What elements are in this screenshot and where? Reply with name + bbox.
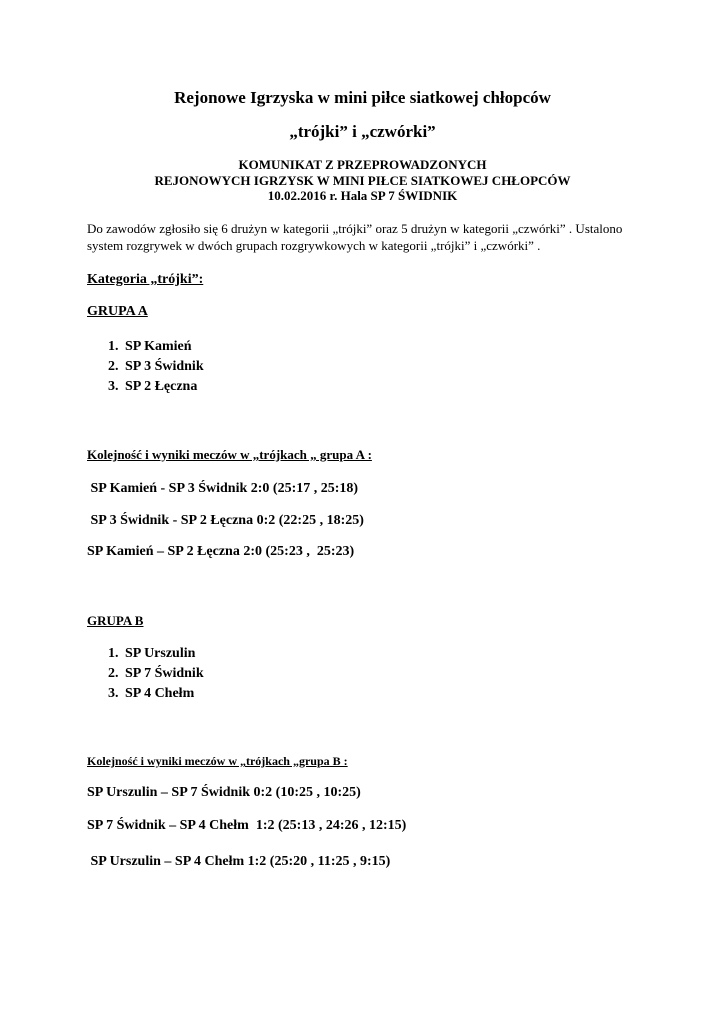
document-subtitle: „trójki” i „czwórki” bbox=[289, 122, 436, 141]
communique-line-3: 10.02.2016 r. Hala SP 7 ŚWIDNIK bbox=[267, 188, 458, 203]
list-item bbox=[108, 644, 204, 664]
group-a-heading: GRUPA A bbox=[87, 304, 148, 319]
category-heading: Kategoria „trójki”: bbox=[87, 272, 204, 287]
list-number: 3. bbox=[108, 379, 119, 394]
list-number: 2. bbox=[108, 359, 119, 374]
list-item bbox=[108, 337, 204, 357]
communique-line-1: KOMUNIKAT Z PRZEPROWADZONYCH bbox=[238, 157, 487, 172]
list-number: 2. bbox=[108, 666, 119, 681]
document-title: Rejonowe Igrzyska w mini piłce siatkowej chłopców bbox=[174, 88, 551, 107]
team-name: SP 2 Łęczna bbox=[125, 379, 198, 394]
team-name: SP 3 Świdnik bbox=[125, 359, 204, 374]
group-b-team-list bbox=[108, 644, 204, 704]
group-b-heading: GRUPA B bbox=[87, 613, 144, 628]
list-item bbox=[108, 357, 204, 377]
match-result: SP Kamień – SP 2 Łęczna 2:0 (25:23 , 25:23) bbox=[87, 544, 355, 559]
list-item bbox=[108, 684, 204, 704]
match-result: SP Urszulin – SP 4 Chełm 1:2 (25:20 , 11:25 , 9:15) bbox=[87, 854, 391, 869]
group-a-results-heading: Kolejność i wyniki meczów w „trójkach „ grupa A : bbox=[87, 447, 372, 462]
intro-line-2: system rozgrywek w dwóch grupach rozgrywkowych w kategorii „trójki” i „czwórki” . bbox=[87, 238, 541, 253]
match-result: SP Kamień - SP 3 Świdnik 2:0 (25:17 , 25:18) bbox=[87, 481, 359, 496]
list-number: 3. bbox=[108, 686, 119, 701]
list-item bbox=[108, 664, 204, 684]
match-result: SP 3 Świdnik - SP 2 Łęczna 0:2 (22:25 , 18:25) bbox=[87, 513, 364, 528]
communique-line-2: REJONOWYCH IGRZYSK W MINI PIŁCE SIATKOWEJ CHŁOPCÓW bbox=[154, 173, 571, 188]
team-name: SP 7 Świdnik bbox=[125, 666, 204, 681]
group-a-team-list bbox=[108, 337, 204, 397]
group-b-results-heading: Kolejność i wyniki meczów w „trójkach „grupa B : bbox=[87, 754, 348, 768]
intro-line-1: Do zawodów zgłosiło się 6 drużyn w kategorii „trójki” oraz 5 drużyn w kategorii „czwórki” . Ustalono bbox=[87, 221, 623, 236]
list-number: 1. bbox=[108, 646, 119, 661]
list-number: 1. bbox=[108, 339, 119, 354]
team-name: SP Kamień bbox=[125, 339, 192, 354]
list-item bbox=[108, 377, 204, 397]
match-result: SP 7 Świdnik – SP 4 Chełm 1:2 (25:13 , 24:26 , 12:15) bbox=[87, 818, 407, 833]
match-result: SP Urszulin – SP 7 Świdnik 0:2 (10:25 , 10:25) bbox=[87, 785, 361, 800]
team-name: SP Urszulin bbox=[125, 646, 196, 661]
team-name: SP 4 Chełm bbox=[125, 686, 195, 701]
